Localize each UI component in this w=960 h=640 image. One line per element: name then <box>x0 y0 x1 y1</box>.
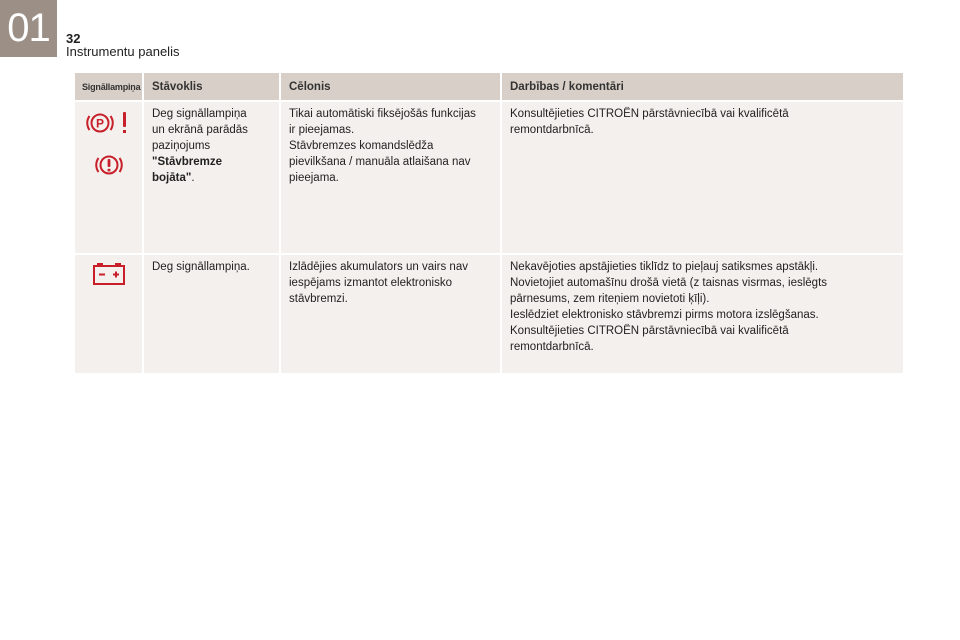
cause-line: Izlādējies akumulators un vairs nav <box>289 261 468 273</box>
state-line: Deg signāllampiņa <box>152 108 247 120</box>
brake-warning-icon <box>91 150 127 180</box>
cause-line: stāvbremzi. <box>289 293 348 305</box>
cause-line: pieejama. <box>289 172 339 184</box>
cause-line: pievilkšana / manuāla atlaišana nav <box>289 156 471 168</box>
column-header-cause: Cēlonis <box>280 73 501 101</box>
state-message-line: bojāta" <box>152 172 192 184</box>
action-line: pārnesums, zem riteņiem novietoti ķīļi). <box>510 293 710 305</box>
cause-cell <box>280 254 501 373</box>
chapter-tab: 01 <box>0 0 57 57</box>
page-number: 32 <box>66 31 81 46</box>
cause-cell <box>280 101 501 254</box>
state-line: un ekrānā parādās <box>152 124 248 136</box>
battery-icon <box>93 263 125 285</box>
state-line: Deg signāllampiņa. <box>152 261 250 273</box>
lamp-cell <box>75 254 143 373</box>
cause-line: iespējams izmantot elektronisko <box>289 277 452 289</box>
parking-brake-fault-icon <box>86 110 132 136</box>
column-header-state: Stāvoklis <box>143 73 280 101</box>
column-header-action: Darbības / komentāri <box>501 73 903 101</box>
cause-line: Tikai automātiski fiksējošās funkcijas <box>289 108 476 120</box>
cause-line: ir pieejamas. <box>289 124 355 136</box>
action-line: Ieslēdziet elektronisko stāvbremzi pirms motora izslēgšanas. <box>510 309 819 321</box>
cause-line: Stāvbremzes komandslēdža <box>289 140 434 152</box>
action-cell <box>501 101 903 254</box>
table-row <box>75 254 903 373</box>
action-line: Nekavējoties apstājieties tiklīdz to pieļauj satiksmes apstākļi. <box>510 261 819 273</box>
warning-lamp-table <box>75 73 903 373</box>
action-line: Konsultējieties CITROËN pārstāvniecībā vai kvalificētā <box>510 108 789 120</box>
state-cell <box>143 254 280 373</box>
action-cell <box>501 254 903 373</box>
lamp-cell <box>75 101 143 254</box>
action-line: Konsultējieties CITROËN pārstāvniecībā vai kvalificētā <box>510 325 789 337</box>
state-line: paziņojums <box>152 140 211 152</box>
column-header-lamp: Signāllampiņa <box>75 73 143 101</box>
table-header-row <box>75 73 903 101</box>
table-row <box>75 101 903 254</box>
state-cell <box>143 101 280 254</box>
svg-text:P: P <box>95 116 104 131</box>
state-message-line: "Stāvbremze <box>152 156 223 168</box>
section-title: Instrumentu panelis <box>66 44 180 59</box>
state-suffix: . <box>191 172 195 184</box>
action-line: remontdarbnīcā. <box>510 341 594 353</box>
action-line: remontdarbnīcā. <box>510 124 594 136</box>
action-line: Novietojiet automašīnu drošā vietā (z taisnas visrmas, ieslēgts <box>510 277 828 289</box>
